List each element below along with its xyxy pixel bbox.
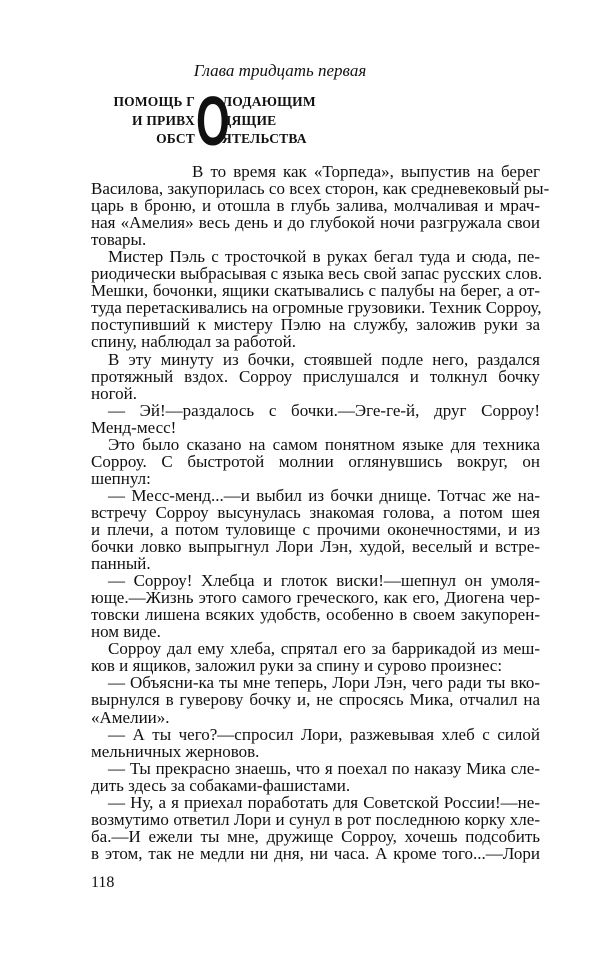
heading-line: ДЯЩИЕ: [222, 112, 277, 128]
paragraph: [91, 351, 540, 402]
text-line: спину, наблюдал за работой.: [91, 332, 296, 352]
paragraph: [91, 794, 540, 862]
text-line: Мешки, бочонки, ящики скатывались с палубы на берег, а от-: [91, 281, 540, 301]
paragraph: [91, 247, 543, 352]
text-line: В то время как «Торпеда», выпустив на берег: [192, 162, 540, 181]
paragraph: [91, 726, 540, 760]
text-line: товски лишена всяких удобств, особенно в своем закупорен-: [91, 605, 540, 625]
text-line: мельничных жерновов.: [91, 741, 260, 761]
heading-right: [222, 93, 422, 149]
text-line: Мистер Пэль с тросточкой в руках бегал туда и сюда, пе-: [108, 247, 540, 267]
heading-line: ЛОДАЮЩИМ: [222, 94, 316, 109]
text-line: вырнулся в гуверову бочку и, не спросясь Мика, отчалил на: [91, 690, 540, 710]
page-number: 118: [91, 874, 115, 891]
text-line: ная «Амелия» весь день и до глубокой ночи разгружала свои: [91, 213, 540, 233]
text-line: — Сорроу! Хлебца и глоток виски!—шепнул он умоля-: [108, 571, 540, 591]
text-line: бочки ловко выпрыгнул Лори Лэн, худой, веселый и встре-: [91, 537, 540, 557]
text-line: риодически выбрасывая с языка весь свой запас русских слов.: [91, 264, 543, 284]
text-line: В эту минуту из бочки, стоявшей подле него, раздался: [108, 349, 540, 369]
text-line: возмутимо ответил Лори и сунул в рот последнюю корку хле-: [91, 809, 540, 829]
text-line: и плечи, а потом туловище с прочими оконечностями, и из: [91, 519, 540, 539]
body-text: [91, 162, 550, 863]
paragraph: [91, 674, 540, 725]
text-line: в этом, так не медли ни дня, ни часа. А кроме того...—Лори: [91, 843, 540, 863]
text-line: — Ну, а я приехал поработать для Советской России!—не-: [108, 792, 540, 812]
heading-line: ПОМОЩЬ Г: [113, 94, 195, 109]
text-line: туда перетаскивались на огромные грузовики. Техник Сорроу,: [91, 298, 542, 318]
heading-big-letter: О: [196, 82, 230, 160]
text-line: — Ты прекрасно знаешь, что я поехал по наказу Мика сле-: [108, 758, 540, 778]
paragraph: [91, 162, 550, 250]
paragraph: [91, 760, 540, 794]
text-line: дить здесь за собаками-фашистами.: [91, 775, 351, 795]
text-line: ков и ящиков, заложил руки за спину и сурово произнес:: [91, 656, 503, 676]
text-line: панный.: [91, 554, 151, 574]
text-line: юще.—Жизнь этого самого греческого, как его, Диогена чер-: [91, 588, 540, 608]
text-line: Менд-месс!: [91, 417, 177, 437]
heading-left: [60, 93, 195, 149]
text-line: Сорроу дал ему хлеба, спрятал его за баррикадой из меш-: [108, 639, 540, 659]
text-line: поступивший к мистеру Пэлю на службу, заложив руки за: [91, 315, 540, 335]
text-line: царь в броню, и отошла в глубь залива, молчаливая и мрач-: [91, 196, 540, 216]
text-line: ба.—И ежели ты мне, дружище Сорроу, хочешь подсобить: [91, 826, 540, 846]
paragraph: [91, 640, 540, 674]
text-line: — Месс-менд...—и выбил из бочки днище. Тотчас же на-: [108, 485, 540, 505]
text-line: встречу Сорроу высунулась знакомая голова, а потом шея: [91, 502, 540, 522]
text-line: Василова, закупорилась со всех сторон, как средневековый ры-: [91, 179, 550, 199]
text-line: протяжный вздох. Сорроу прислушался и толкнул бочку: [91, 366, 540, 386]
chapter-title: Глава тридцать первая: [193, 61, 367, 80]
text-line: шепнул:: [91, 468, 151, 488]
paragraph: [91, 436, 540, 487]
text-line: «Амелии».: [91, 707, 170, 727]
paragraph: [91, 572, 540, 640]
heading-line: ЯТЕЛЬСТВА: [222, 131, 307, 146]
heading-line: ОБСТ: [156, 131, 195, 146]
text-line: Сорроу. С быстротой молнии оглянувшись вокруг, он: [91, 451, 540, 471]
text-line: — Эй!—раздалось с бочки.—Эге-ге-й, друг Сорроу!: [108, 400, 540, 420]
text-line: ногой.: [91, 383, 137, 403]
text-line: ном виде.: [91, 622, 161, 642]
text-line: — Объясни-ка ты мне теперь, Лори Лэн, чего ради ты вко-: [108, 673, 540, 693]
text-line: товары.: [91, 230, 147, 250]
paragraph: [91, 487, 540, 572]
text-line: — А ты чего?—спросил Лори, разжевывая хлеб с силой: [108, 724, 540, 744]
heading-line: И ПРИВХ: [132, 112, 195, 128]
text-line: Это было сказано на самом понятном языке для техника: [108, 434, 540, 454]
paragraph: [91, 402, 540, 436]
